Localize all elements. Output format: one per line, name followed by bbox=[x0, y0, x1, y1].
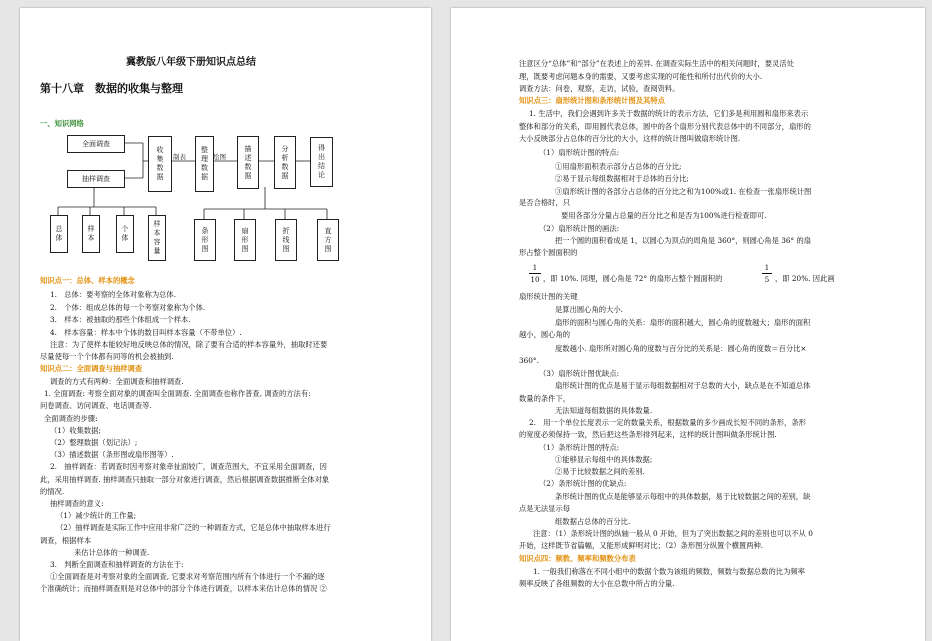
kp2-line: 个准确统计；而抽样调查则是对总体中的部分个体进行调查，以样本来估计总体的情况 ② bbox=[40, 584, 327, 594]
document-page-1 bbox=[20, 8, 431, 641]
pie-draw-heading: （2）扇形统计图的画法: bbox=[539, 224, 620, 233]
label-draw: 绘图 bbox=[213, 153, 226, 161]
kp2-line: （1）收集数据; bbox=[50, 425, 101, 435]
fraction-one-tenth bbox=[529, 263, 541, 284]
kp2-line: （1）减少统计的工作量; bbox=[56, 511, 137, 521]
fraction-numerator: 1 bbox=[532, 263, 538, 272]
kp2-line: 调查，根据样本 bbox=[40, 535, 92, 545]
kp4-line: 频率反映了各组频数的大小在总数中所占的分量. bbox=[519, 579, 675, 588]
kp2-heading: 知识点二：全面调查与抽样调查 bbox=[40, 364, 143, 373]
kp2-line: 3. 判断全面调查和抽样调查的方法在于: bbox=[50, 560, 184, 570]
pie-draw-line: ，即 20%. 因此画 bbox=[775, 274, 835, 283]
kp1-item: 4. 样本容量：样本中个体的数目叫样本容量（不带单位）. bbox=[50, 327, 242, 337]
kp4-line: 1. 一般我们称落在不同小组中的数据个数为该组的频数，频数与数据总数的比为频率 bbox=[533, 567, 805, 576]
kp2-line: 全面调查的步骤: bbox=[44, 413, 98, 423]
kp3-intro bbox=[519, 108, 811, 146]
node-histogram: 直方图 bbox=[317, 219, 339, 261]
pie-draw-line: 度数越小. 扇形所对圆心角的度数与百分比的关系是：圆心角的度数＝百分比× bbox=[555, 344, 807, 353]
kp2-line: 1. 全面调查: 考察全面对象的调查叫全面调查. 全面调查也称作普查, 调查的方法有: bbox=[44, 389, 311, 399]
pie-draw-line: 把一个圆的面积看成是 1，以圆心为顶点的周角是 360°，则圆心角是 36° 的扇 bbox=[555, 236, 812, 245]
kp2-line: 问卷调查、访问调查、电话调查等. bbox=[40, 401, 152, 411]
fraction-denominator: 10 bbox=[530, 275, 540, 284]
pie-adv-line: 无法知道每组数据的具体数量. bbox=[555, 406, 653, 415]
pie-draw-line: ，即 10%. 同理，圆心角是 72° 的扇形占整个圆面积的 bbox=[543, 274, 723, 283]
node-pie-chart: 扇形图 bbox=[234, 219, 256, 261]
kp3-line: 1. 生活中，我们会遇到许多关于数据的统计的表示方法，它们多是利用圆和扇形来表示 bbox=[529, 109, 809, 118]
kp1-note-line: 注意：为了使样本能较好地反映总体的情况，除了要有合适的样本容量外，抽取时还要 bbox=[50, 340, 328, 349]
knowledge-network-diagram bbox=[44, 131, 354, 273]
pie-check-line: 要用各部分分量占总量的百分比之和是否为100%进行检查即可. bbox=[561, 211, 767, 220]
bar-feature-item: ①能够显示每组中的具体数据; bbox=[555, 455, 653, 464]
kp2-line: ①全面调查是对考察对象的全面调查, 它要求对考察范围内所有个体进行一个不漏的逐 bbox=[50, 572, 325, 582]
node-sample-size: 样本容量 bbox=[148, 215, 166, 261]
node-bar-chart: 条形图 bbox=[194, 219, 216, 261]
pie-draw-line: 越小，圆心角的 bbox=[519, 330, 571, 339]
pie-adv-heading: （3）扇形统计图优缺点: bbox=[539, 369, 620, 378]
document-page-2 bbox=[451, 8, 925, 641]
fraction-one-fifth bbox=[762, 263, 772, 284]
pie-draw-line: 是算出圆心角的大小. bbox=[555, 305, 623, 314]
node-describe-data: 描述数据 bbox=[237, 136, 259, 189]
node-collect-data: 收集数据 bbox=[148, 136, 172, 192]
kp3-line: 大小反映部分占总体的百分比的大小，这样的统计图叫做扇形统计图. bbox=[519, 134, 741, 143]
pie-features-list bbox=[555, 161, 811, 198]
bar-adv-line: 组数据占总体的百分比. bbox=[555, 517, 631, 526]
pie-features-heading: （1）扇形统计图的特点: bbox=[539, 148, 620, 157]
bar-intro-line: 的宽度必须保持一致，然后把这些条形排列起来，这样的统计图叫做条形统计图. bbox=[519, 430, 777, 439]
kp2-line: 的情况. bbox=[40, 486, 65, 496]
section-heading-network: 一、知识网络 bbox=[40, 119, 84, 128]
bar-intro-line: 2. 用一个单位长度表示一定的数量关系，根据数量的多少画成长短不同的条形，条形 bbox=[529, 418, 806, 427]
node-individual: 个体 bbox=[116, 215, 134, 253]
pie-feature-item: ①用扇形面积表示部分占总体的百分比; bbox=[555, 162, 682, 171]
p2-intro-line: 调查方法：问卷，观察，走访，试验，查阅资料。 bbox=[519, 84, 680, 93]
bar-feature-item: ②易于比较数据之间的差别. bbox=[555, 467, 645, 476]
kp2-line: （2）抽样调查是实际工作中应用非常广泛的一种调查方式，它是总体中抽取样本进行 bbox=[56, 523, 331, 533]
pie-adv-line: 数量的条件下， bbox=[519, 394, 571, 403]
kp3-line: 整体和部分的关系，即用圆代表总体，圆中的各个扇形分别代表总体中的不同部分，扇形的 bbox=[519, 121, 811, 131]
bar-note-line: 开始，这样既节省篇幅，又能形成鲜明对比；（2）条形图分纵置个横置两种. bbox=[519, 541, 764, 550]
p2-intro-line: 注意区分“总体”和“部分”在表述上的差异. 在调查实际生活中的相关问题时，要灵活处 bbox=[519, 59, 794, 68]
bar-note-line: 注意：（1）条形统计图的纵轴一般从 0 开始，但为了突出数据之间的差别也可以不从 0 bbox=[533, 529, 813, 538]
kp2-line: 此，采用抽样调查. 抽样调查只抽取一部分对象进行调查，然后根据调查数据推断全体对象 bbox=[40, 474, 330, 484]
node-sample: 样本 bbox=[82, 215, 100, 253]
kp3-heading: 知识点三：扇形统计图和条形统计图及其特点 bbox=[519, 96, 665, 105]
fraction-numerator: 1 bbox=[764, 263, 770, 272]
kp2-line: 调查的方式有两种：全面调查和抽样调查. bbox=[50, 377, 184, 386]
pie-check-line: 是否合格时，只 bbox=[519, 198, 571, 207]
node-population: 总体 bbox=[50, 215, 68, 253]
node-line-chart: 折线图 bbox=[275, 219, 297, 261]
bar-adv-line: 点是无法显示每 bbox=[519, 504, 571, 513]
kp2-line: 来估计总体的一种调查. bbox=[74, 547, 150, 557]
bar-adv-heading: （2）条形统计图的优缺点: bbox=[539, 479, 627, 488]
kp2-line: （2）整理数据（划记法）; bbox=[50, 438, 138, 448]
kp2-line: 抽样调查的意义: bbox=[50, 499, 104, 509]
kp1-item: 3. 样本：被抽取的那些个体组成一个样本. bbox=[50, 315, 191, 324]
kp2-line: （3）描述数据（条形图或扇形图等）. bbox=[50, 450, 174, 460]
kp2-line: 2. 抽样调查：若调查时因考察对象牵扯面较广，调查范围大，不宜采用全面调查，因 bbox=[50, 462, 327, 472]
label-make-table: 制表 bbox=[173, 153, 186, 161]
pie-draw-line: 扇形的面积与圆心角的关系：扇形的面积越大，圆心角的度数越大；扇形的面积 bbox=[555, 318, 811, 327]
kp1-list bbox=[50, 289, 242, 339]
kp1-item: 2. 个体：组成总体的每一个考察对象称为个体. bbox=[50, 302, 206, 312]
node-organize-data: 整理数据 bbox=[195, 136, 214, 192]
bar-features-heading: （1）条形统计图的特点: bbox=[539, 443, 620, 452]
node-full-survey: 全面调查 bbox=[67, 135, 125, 153]
pie-draw-line: 360°. bbox=[519, 356, 539, 365]
p2-intro bbox=[519, 58, 794, 96]
kp2-body bbox=[40, 376, 331, 596]
pie-feature-item: ②易于显示每组数据相对于总体的百分比; bbox=[555, 174, 689, 184]
bar-adv-line: 条形统计图的优点是能够显示每组中的具体数据，易于比较数据之间的差别，缺 bbox=[555, 492, 811, 501]
fraction-denominator: 5 bbox=[764, 275, 770, 284]
chapter-heading: 第十八章 数据的收集与整理 bbox=[40, 82, 183, 95]
node-sample-survey: 抽样调查 bbox=[67, 170, 125, 188]
kp1-item: 1. 总体：要考察的全体对象称为总体. bbox=[50, 290, 177, 299]
node-analyze-data: 分析数据 bbox=[274, 136, 296, 189]
pie-adv-line: 扇形统计图的优点是易于显示每组数据相对于总数的大小，缺点是在不知道总体 bbox=[555, 381, 811, 390]
document-title: 冀教版八年级下册知识点总结 bbox=[126, 57, 256, 68]
node-draw-conclusion: 得出结论 bbox=[310, 137, 333, 187]
kp4-heading: 知识点四：频数、频率和频数分布表 bbox=[519, 554, 636, 563]
pie-draw-line: 扇形统计图的关键 bbox=[519, 292, 578, 301]
kp1-heading: 知识点一：总体、样本的概念 bbox=[40, 276, 135, 285]
kp1-note-line: 尽量使每一个个体都有同等的机会被抽到. bbox=[40, 352, 174, 361]
pie-feature-item: ③扇形统计图的各部分占总体的百分比之和为100%或1. 在检查一张扇形统计图 bbox=[555, 186, 812, 196]
pie-draw-line: 形占整个圆面积的 bbox=[519, 248, 578, 257]
p2-intro-line: 理，既要考虑问题本身的需要，又要考虑实现的可能性和所付出代价的大小. bbox=[519, 71, 763, 81]
